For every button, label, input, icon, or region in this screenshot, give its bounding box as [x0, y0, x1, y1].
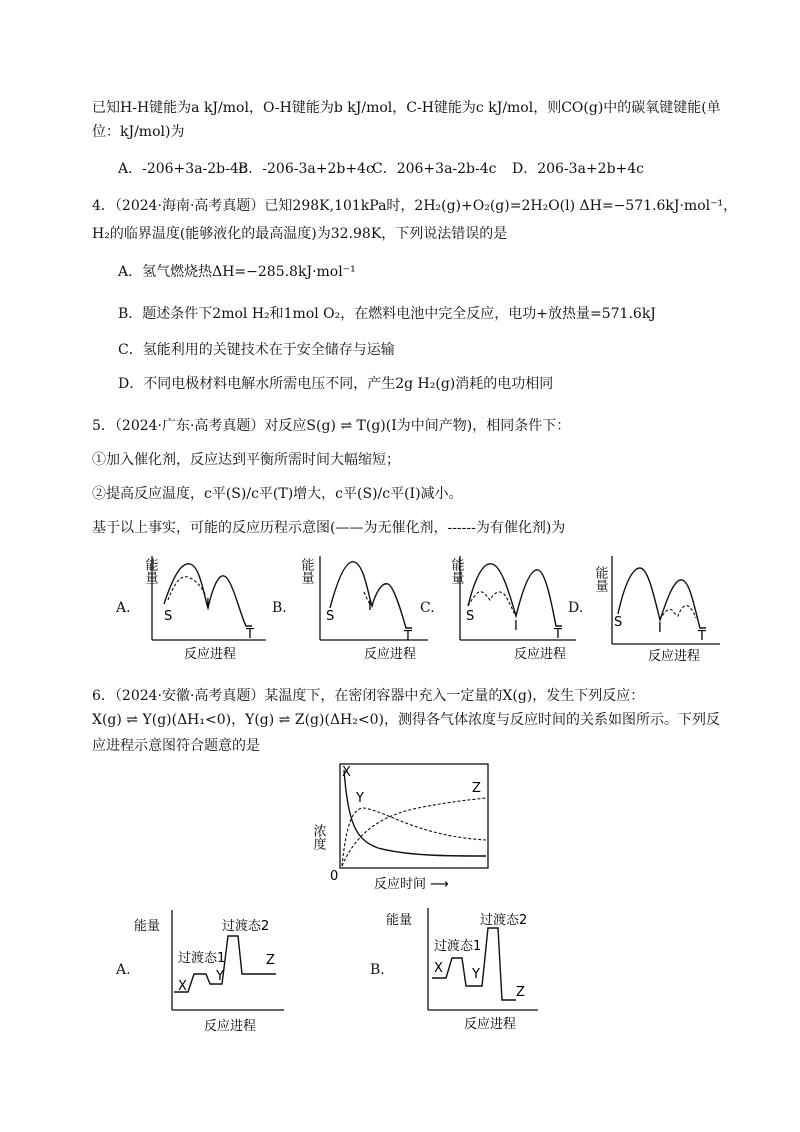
q6-option-letter-a: A. [116, 962, 131, 978]
svg-text:反应进程: 反应进程 [514, 647, 567, 662]
svg-text:T: T [246, 627, 254, 642]
svg-text:能量: 能量 [298, 558, 314, 584]
svg-text:Y: Y [472, 967, 480, 982]
svg-text:反应时间 ⟶: 反应时间 ⟶ [374, 877, 449, 892]
q6-energy-diagram-b [388, 906, 568, 1034]
svg-text:能量: 能量 [592, 566, 608, 592]
q3-stem-line1: 已知H-H键能为a kJ/mol，O-H键能为b kJ/mol，C-H键能为c kJ/mol，则CO(g)中的碳氧键键能(单 [92, 100, 721, 116]
q5-a-y-label: 能量 [142, 558, 158, 584]
svg-text:0: 0 [330, 869, 339, 884]
svg-text:X: X [178, 979, 187, 994]
svg-text:I: I [206, 597, 210, 612]
svg-text:I: I [658, 621, 662, 636]
svg-text:反应进程: 反应进程 [204, 1019, 257, 1034]
svg-text:能量: 能量 [448, 558, 464, 584]
svg-text:反应进程: 反应进程 [364, 647, 417, 662]
svg-text:过渡态2: 过渡态2 [480, 913, 528, 928]
q6-stem-line3: 应进程示意图符合题意的是 [92, 738, 260, 754]
q4-stem-line2: H₂的临界温度(能够液化的最高温度)为32.98K，下列说法错误的是 [92, 226, 508, 242]
svg-text:S: S [326, 609, 335, 624]
q4-option-a: A．氢气燃烧热ΔH=−285.8kJ·mol⁻¹ [118, 264, 356, 280]
q4-option-d: D．不同电极材料电解水所需电压不同，产生2g H₂(g)消耗的电功相同 [118, 376, 554, 392]
svg-text:反应进程: 反应进程 [184, 647, 237, 662]
q6-concentration-graph [310, 764, 498, 894]
q4-option-b: B．题述条件下2mol H₂和1mol O₂，在燃料电池中完全反应，电功+放热量=571.6kJ [118, 306, 656, 322]
q6-energy-diagram-a [134, 906, 314, 1034]
svg-text:反应进程: 反应进程 [464, 1017, 517, 1032]
svg-text:Z: Z [472, 781, 481, 796]
svg-text:Z: Z [266, 953, 275, 968]
q6-option-letter-b: B. [370, 962, 385, 978]
q3-stem-line2: 位：kJ/mol)为 [92, 124, 185, 140]
svg-text:能量: 能量 [386, 913, 413, 928]
q3-option-c: C．206+3a-2b-4c [372, 161, 497, 177]
q5-stem-line1: 5．（2024·广东·高考真题）对反应S(g) ⇌ T(g)(I为中间产物)，相同条件下： [92, 418, 571, 434]
svg-text:过渡态1: 过渡态1 [178, 951, 226, 966]
svg-text:T: T [698, 629, 706, 644]
q5-option-letter-d: D. [568, 600, 584, 616]
q5-condition-2: ②提高反应温度，c平(S)/c平(T)增大，c平(S)/c平(I)减小。 [92, 486, 463, 502]
svg-text:X: X [342, 765, 351, 780]
svg-text:T: T [404, 629, 412, 644]
svg-text:Z: Z [516, 985, 525, 1000]
q6-x-curve [344, 770, 486, 856]
q5-option-letter-b: B. [272, 600, 287, 616]
svg-text:反应进程: 反应进程 [648, 649, 701, 664]
q4-option-c: C．氢能利用的关键技术在于安全储存与运输 [118, 342, 395, 358]
svg-text:S: S [164, 609, 173, 624]
q3-option-b: B．-206-3a+2b+4c [238, 161, 374, 177]
q3-option-a: A．-206+3a-2b-4c [118, 161, 247, 177]
svg-text:Y: Y [216, 969, 224, 984]
q5-energy-diagram-d [592, 548, 752, 666]
svg-text:能量: 能量 [134, 919, 161, 934]
svg-text:I: I [368, 599, 372, 614]
svg-text:X: X [434, 961, 443, 976]
q5-option-letter-a: A. [116, 600, 131, 616]
svg-text:浓度: 浓度 [310, 824, 326, 850]
q6-y-curve [342, 808, 486, 866]
svg-text:过渡态2: 过渡态2 [222, 919, 270, 934]
q6-stem-line2: X(g) ⇌ Y(g)(ΔH₁<0)，Y(g) ⇌ Z(g)(ΔH₂<0)，测得各气体浓度与反应时间的关系如图所示。下列反 [92, 712, 720, 728]
svg-text:T: T [554, 627, 562, 642]
svg-text:Y: Y [356, 791, 364, 806]
q6-stem-line1: 6．（2024·安徽·高考真题）某温度下，在密闭容器中充入一定量的X(g)，发生下列反应： [92, 688, 645, 704]
q5-stem-line2: 基于以上事实，可能的反应历程示意图(——为无催化剂，------为有催化剂)为 [92, 520, 566, 536]
svg-text:S: S [614, 615, 623, 630]
svg-text:S: S [466, 609, 475, 624]
q4-stem-line1: 4．（2024·海南·高考真题）已知298K,101kPa时，2H₂(g)+O₂(g)=2H₂O(l) ΔH=−571.6kJ·mol⁻¹， [92, 198, 738, 214]
svg-text:I: I [514, 619, 518, 634]
q5-option-letter-c: C. [420, 600, 435, 616]
q5-condition-1: ①加入催化剂，反应达到平衡所需时间大幅缩短； [92, 452, 400, 468]
svg-text:过渡态1: 过渡态1 [434, 939, 482, 954]
q3-option-d: D．206-3a+2b+4c [512, 161, 645, 177]
